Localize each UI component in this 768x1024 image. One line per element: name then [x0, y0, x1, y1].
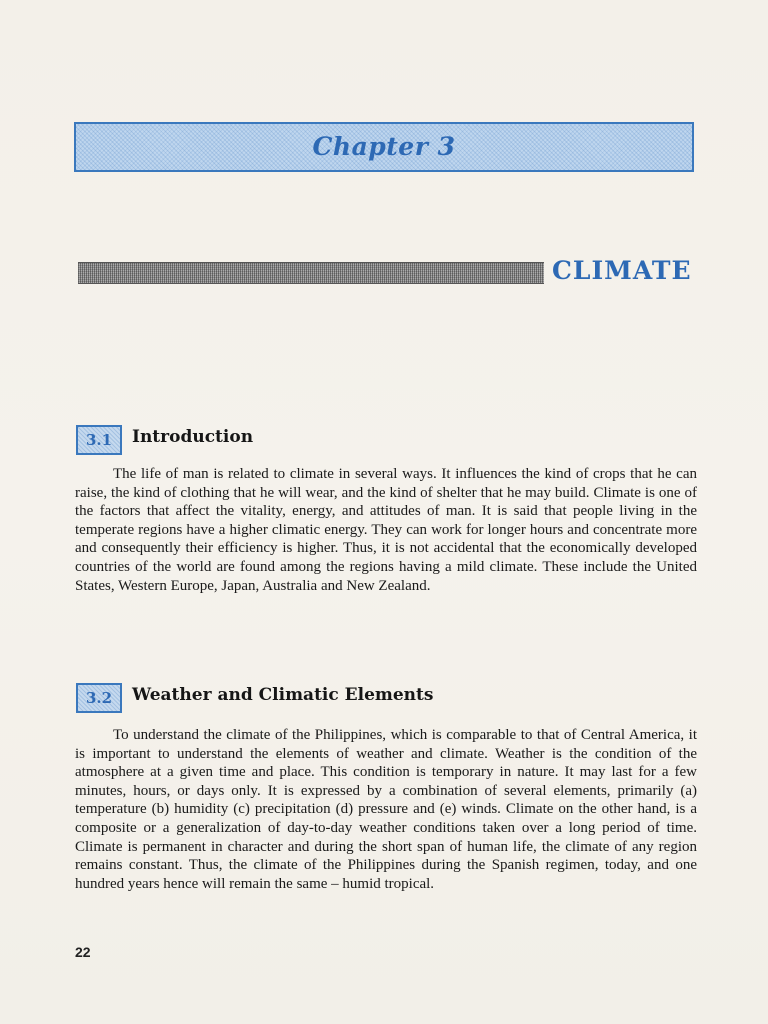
section-number: 3.1 [85, 431, 113, 449]
chapter-banner [74, 122, 694, 172]
chapter-title: CLIMATE [552, 256, 692, 285]
section-number-badge [76, 425, 122, 455]
section-number-badge [76, 683, 122, 713]
section-title: Weather and Climatic Elements [132, 685, 434, 705]
introduction-paragraph: The life of man is related to climate in several ways. It influences the kind of crops that he can raise, the kind of clothing that he will wear, and the kind of shelter that he may build. Climate is one of the factors that affect the vitality, energy, and attitudes of man. It is said that people living in the temperate regions have a higher climatic energy. They can work for longer hours and concentrate more and consequently their efficiency is higher. Thus, it is not accidental that the economically developed countries of the world are found among the regions having a mild climate. These include the United States, Western Europe, Japan, Australia and New Zealand. [75, 466, 697, 594]
section-number: 3.2 [85, 689, 113, 707]
page-number: 22 [75, 944, 91, 960]
chapter-label: Chapter 3 [312, 132, 456, 161]
title-decorative-bar [78, 262, 544, 284]
section-title: Introduction [132, 427, 254, 447]
weather-paragraph: To understand the climate of the Philippines, which is comparable to that of Central America, it is important to understand the elements of weather and climate. Weather is the condition of the atmosphere at a given time and place. This condition is temporary in nature. It may last for a few minutes, hours, or days only. It is expressed by a combination of several elements, primarily (a) temperature (b) humidity (c) precipitation (d) pressure and (e) winds. Climate on the other hand, is a composite or a generalization of day-to-day weather conditions taken over a long period of time. Climate is permanent in character and during the short span of human life, the climate of any region remains constant. Thus, the climate of the Philippines during the Spanish regimen, today, and one hundred years hence will remain the same – humid tropical. [75, 727, 697, 892]
